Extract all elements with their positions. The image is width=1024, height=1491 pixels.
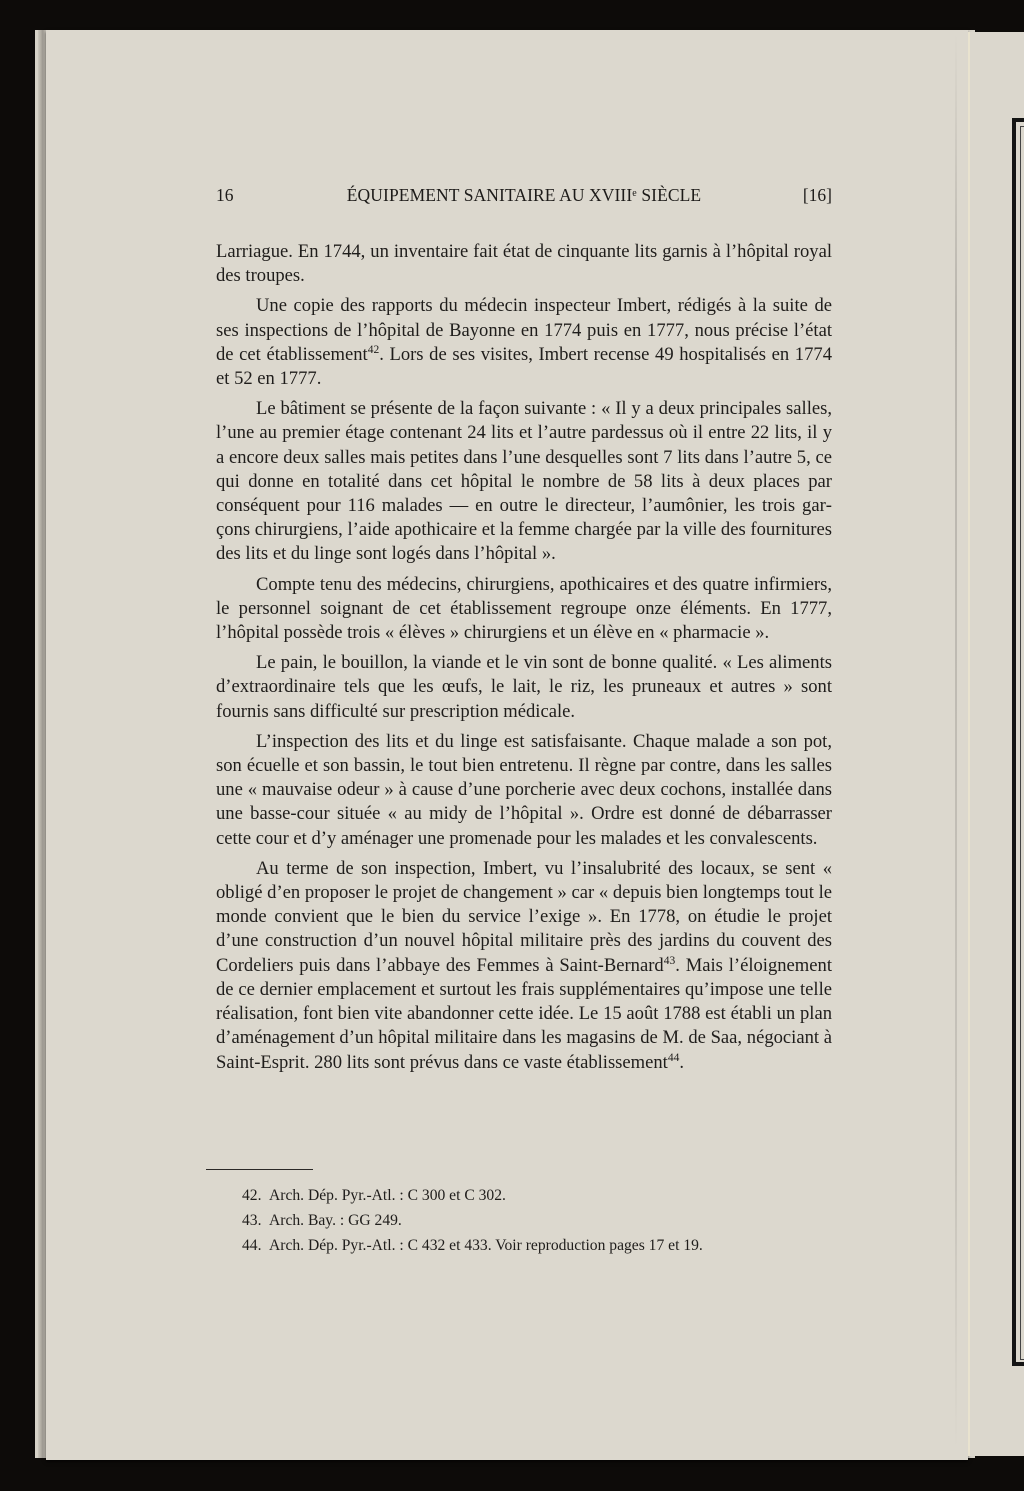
footnote-text: Arch. Dép. Pyr.-Atl. : C 432 et 433. Voir reproduction pages 17 et 19. bbox=[269, 1237, 703, 1254]
paragraph-text: . Mais l’éloignement de ce dernier emplacement et surtout les frais supplémentaires qu’impose une telle réalisation, font bien vite abandonner cette idée. Le 15 août 1788 est établi un plan d’aménagement d’un hôpital militaire dans les magasins de M. de Saa, négociant à Saint-Esprit. 280 lits sont prévus dans ce vaste établissement bbox=[216, 954, 832, 1073]
page-number: 16 bbox=[216, 185, 234, 205]
running-title bbox=[216, 185, 832, 206]
body-text bbox=[216, 240, 832, 1081]
running-title-main: ÉQUIPEMENT SANITAIRE AU XVIII bbox=[346, 185, 633, 205]
page-number-bracketed: [16] bbox=[802, 185, 832, 205]
paragraph-text: Le bâtiment se présente de la façon suivante : « Il y a deux principales salles, l’une au premier étage contenant 24 lits et l’autre pardessus où il entre 22 lits, il y a encore deux salles mais petites dans l’une desquelles sont 7 lits dans l’autre 5, ce qui donne en totalité dans cet hôpital le nombre de 58 lits à deux places par conséquent pour 116 malades — en outre le directeur, l’aumônier, les trois garçons chirurgiens, l’aide apothicaire et la femme chargée par la ville des fournitures des lits et du linge sont logés dans l’hôpital ». bbox=[216, 398, 832, 565]
footnote-number: 42. bbox=[242, 1187, 262, 1204]
footnote-reference[interactable]: 43 bbox=[663, 954, 676, 967]
paragraph bbox=[216, 651, 832, 724]
running-head bbox=[216, 185, 832, 209]
footnote bbox=[242, 1233, 842, 1258]
paragraph-text: . bbox=[679, 1051, 685, 1073]
spine-crease bbox=[955, 32, 957, 1452]
paragraph-text: . Lors de ses visites, Imbert recense 49 hospitalisés en 1774 et 52 en 1777. bbox=[216, 343, 832, 390]
paragraph-text: Larriague. En 1744, un inventaire fait état de cinquante lits garnis à l’hôpital royal des troupes. bbox=[216, 241, 832, 287]
paragraph bbox=[216, 240, 832, 288]
paragraph-text: L’inspection des lits et du linge est satisfaisante. Chaque malade a son pot, son écuelle et son bassin, le tout bien entretenu. Il règne par contre, dans les salles une « mauvaise odeur » à cause d’une porcherie avec deux cochons, installée dans une basse-cour située « au midy de l’hôpital ». Ordre est donné de débarrasser cette cour et d’y aménager une promenade pour les malades et les convalescents. bbox=[216, 730, 832, 849]
footnote bbox=[242, 1183, 842, 1208]
paragraph-text: Une copie des rapports du médecin inspecteur Imbert, rédigés à la suite de ses inspections de l’hôpital de Bayonne en 1774 puis en 1777, nous précise l’état de cet établissement bbox=[216, 295, 832, 365]
paragraph bbox=[216, 573, 832, 646]
footnote-text: Arch. Dép. Pyr.-Atl. : C 300 et C 302. bbox=[269, 1187, 506, 1204]
page-stack-shadow bbox=[38, 30, 46, 1458]
footnote-rule bbox=[206, 1169, 313, 1170]
footnote bbox=[242, 1208, 842, 1233]
right-page-frame-inner-border bbox=[1020, 126, 1024, 1360]
paragraph-text: Le pain, le bouillon, la viande et le vin sont de bonne qualité. « Les aliments d’extraordinaire tels que les œufs, le lait, le riz, les pruneaux et autres » sont fournis sans difficulté sur prescription médicale. bbox=[216, 652, 832, 722]
running-title-end: SIÈCLE bbox=[636, 185, 702, 205]
footnote-number: 43. bbox=[242, 1212, 262, 1229]
paragraph-text: Au terme de son inspection, Imbert, vu l’insalubrité des locaux, se sent « obligé d’en proposer le projet de changement » car « depuis bien longtemps tout le monde convient que le bien du service l’exige ». En 1778, on étudie le projet d’une construction d’un nouvel hôpital militaire près des jardins du couvent des Cordeliers puis dans l’abbaye des Femmes à Saint-Bernard bbox=[216, 857, 832, 976]
footnote-text: Arch. Bay. : GG 249. bbox=[269, 1212, 402, 1229]
paragraph bbox=[216, 294, 832, 391]
paragraph-text: Compte tenu des médecins, chirurgiens, apothicaires et des quatre infirmiers, le personnel soignant de cet établissement regroupe onze éléments. En 1777, l’hôpital possède trois « élèves » chirurgiens et un élève en « pharmacie ». bbox=[216, 573, 832, 644]
footnote-number: 44. bbox=[242, 1237, 262, 1254]
running-title-superscript: e bbox=[632, 188, 637, 199]
paragraph bbox=[216, 857, 832, 1075]
footnote-reference[interactable]: 42 bbox=[367, 343, 380, 356]
paragraph bbox=[216, 397, 832, 566]
footnotes bbox=[242, 1183, 842, 1258]
paragraph bbox=[216, 730, 832, 851]
footnote-reference[interactable]: 44 bbox=[667, 1051, 680, 1064]
